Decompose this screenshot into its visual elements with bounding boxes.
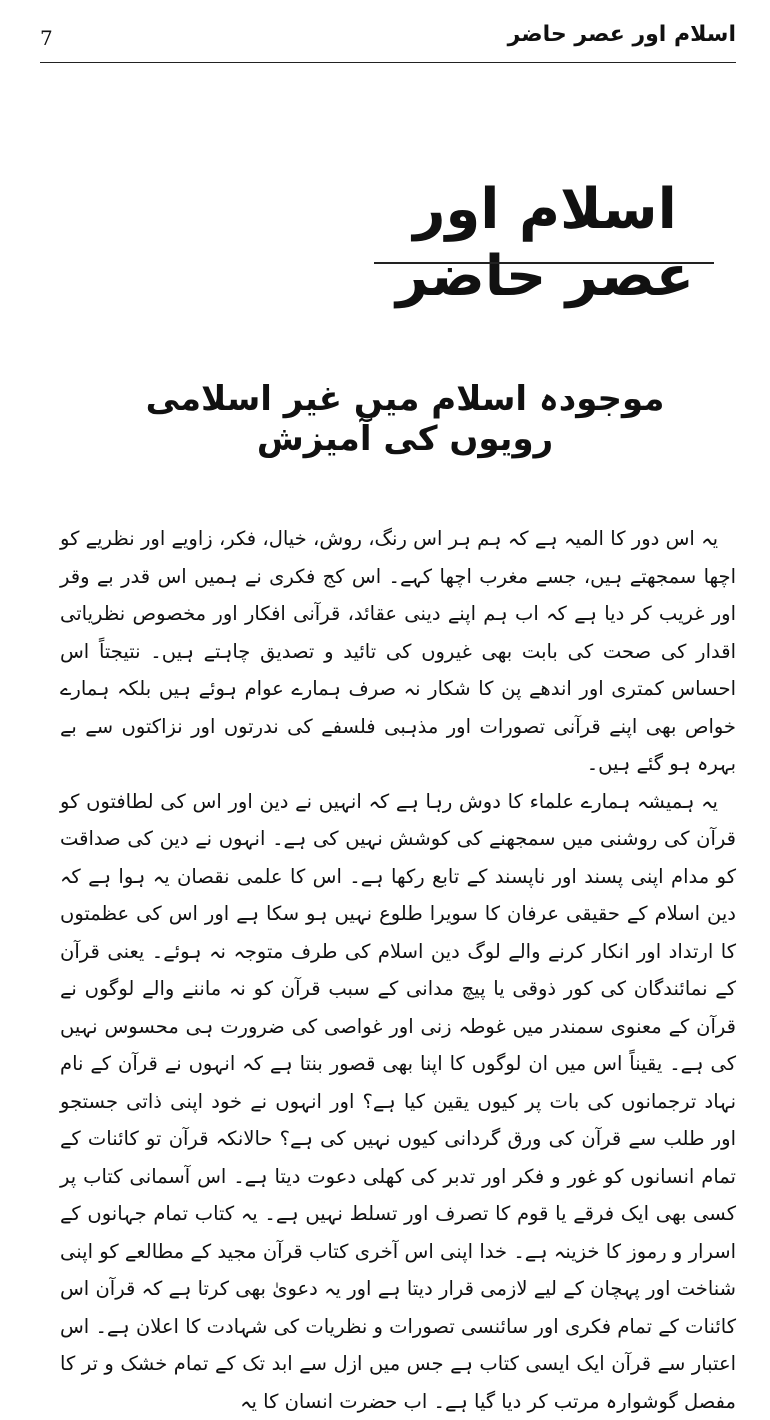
chapter-title: اسلام اور عصر حاضر bbox=[380, 176, 710, 310]
paragraph: یہ ہمیشہ ہمارے علماء کا دوش رہا ہے کہ انہیں نے دین اور اس کی لطافتوں کو قرآن کی روشنی میں سمجھنے کی کوشش نہیں کی ہے۔ انہوں نے دین کی صداقت کو مدام اپنی پسند اور ناپسند کے تابع رکھا ہے۔ اس کا علمی نقصان یہ ہوا ہے کہ دین اسلام کے حقیقی عرفان کا سویرا طلوع نہیں ہو سکا ہے اور اس کی عظمتوں کا ارتداد اور انکار کرنے والے لوگ دین اسلام کی طرف متوجہ نہ ہوئے۔ یعنی قرآن کے نمائندگان کی کور ذوقی یا پیچ مدانی کے سبب قرآن کو نہ ماننے والے لوگوں نے قرآن کے معنوی سمندر میں غوطہ زنی اور غواصی کی ضرورت ہی محسوس نہیں کی ہے۔ یقیناً اس میں ان لوگوں کا اپنا بھی قصور بنتا ہے کہ انہوں نے قرآن کے نام نہاد ترجمانوں کی بات پر کیوں یقین کیا ہے؟ اور انہوں نے خود اپنی ذاتی جستجو اور طلب سے قرآن کی ورق گردانی کیوں نہیں کی ہے؟ حالانکہ قرآن تو کائنات کے تمام انسانوں کو غور و فکر اور تدبر کی کھلی دعوت دیتا ہے۔ اس آسمانی کتاب پر کسی بھی ایک فرقے یا قوم کا تصرف اور تسلط نہیں ہے۔ یہ کتاب تمام جہانوں کے اسرار و رموز کا خزینہ ہے۔ خدا اپنی اس آخری کتاب قرآن مجید کے مطالعے کو اپنی شناخت اور پہچان کے لیے لازمی قرار دیتا ہے اور یہ دعویٰ بھی کرتا ہے کہ قرآن اس کائنات کے تمام فکری اور سائنسی تصورات و نظریات کی شہادت کا اعلان ہے۔ اس اعتبار سے قرآن ایک ایسی کتاب ہے جس میں ازل سے ابد تک کے تمام خشک و تر کا مفصل گوشوارہ مرتب کر دیا گیا ہے۔ اب حضرت انسان کا یہ bbox=[60, 783, 736, 1420]
section-heading: موجودہ اسلام میں غیر اسلامی رویوں کی آمیزش bbox=[120, 378, 690, 459]
chapter-title-underline bbox=[374, 262, 714, 264]
page-number: 7 bbox=[40, 26, 53, 50]
paragraph: یہ اس دور کا المیہ ہے کہ ہم ہر اس رنگ، روش، خیال، فکر، زاویے اور نظریے کو اچھا سمجھتے ہیں، جسے مغرب اچھا کہے۔ اس کج فکری نے ہمیں اس قدر بے وقر اور غریب کر دیا ہے کہ اب ہم اپنے دینی عقائد، قرآنی افکار اور مخصوص نظریاتی اقدار کی صحت کی بابت بھی غیروں کی تائید و تصدیق چاہتے ہیں۔ نتیجتاً اس احساس کمتری اور اندھے پن کا شکار نہ صرف ہمارے عوام ہوئے ہیں بلکہ ہمارے خواص بھی اپنے قرآنی تصورات اور مذہبی فلسفے کی ندرتوں اور نزاکتوں سے بے بہرہ ہو گئے ہیں۔ bbox=[60, 520, 736, 783]
running-title: اسلام اور عصر حاضر bbox=[508, 22, 736, 47]
body-text bbox=[60, 520, 736, 1420]
running-header bbox=[40, 22, 736, 63]
